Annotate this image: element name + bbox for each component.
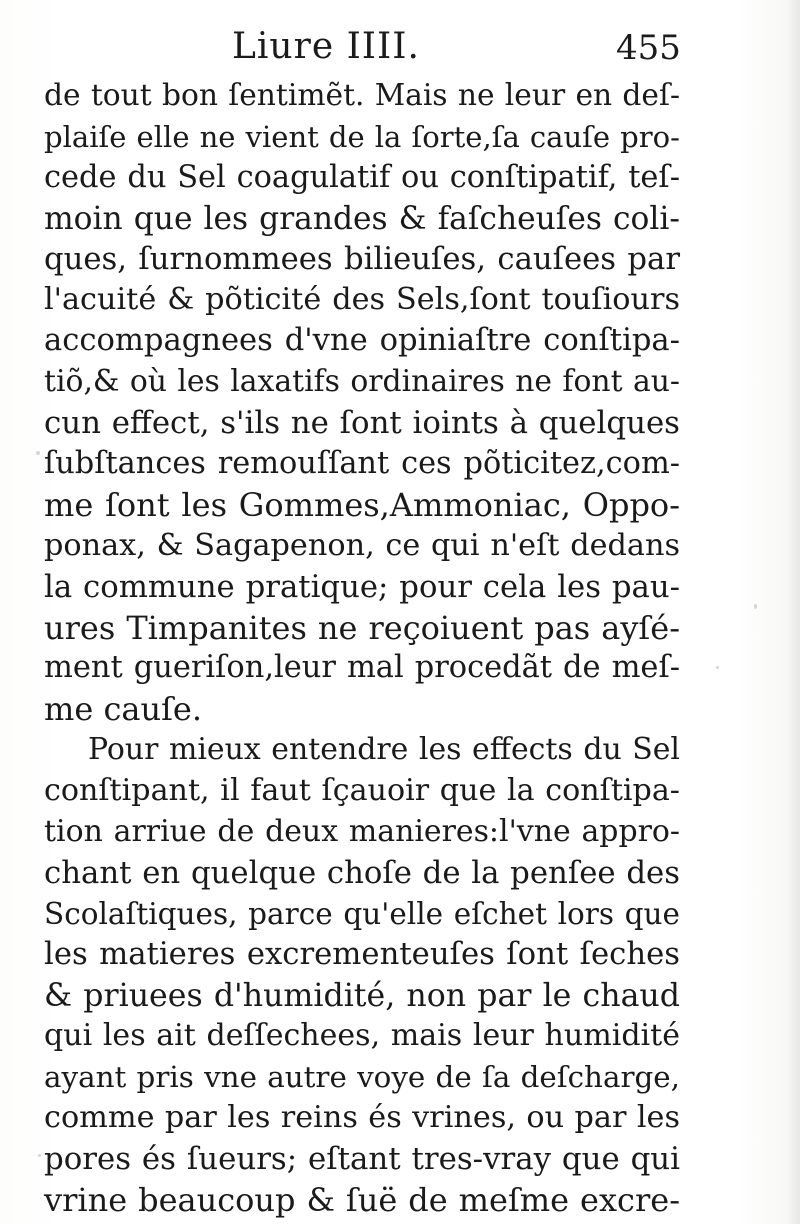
paragraph-first-line: Pour mieux entendre les effects du Sel <box>88 732 680 768</box>
text-line: plaiſe elle ne vient de la ſorte,ſa cauſe pro- <box>44 119 680 154</box>
page-number: 455 <box>616 28 681 68</box>
text-line: l'acuité & põticité des Sels,ſont touſiours <box>44 282 680 318</box>
paper-speck <box>716 666 719 669</box>
text-line: conſtipant, il faut ſçauoir que la conſtipa- <box>44 773 680 809</box>
text-line: me ſont les Gommes,Ammoniac, Oppo- <box>44 485 680 524</box>
body-text <box>44 76 680 1221</box>
paper-speck <box>754 604 757 609</box>
book-title: Liure IIII. <box>232 26 420 67</box>
page-edge-shadow <box>786 0 800 1224</box>
text-line: tiõ,& où les laxatifs ordinaires ne font au- <box>44 364 680 400</box>
text-line: ponax, & Sagapenon, ce qui n'eſt dedans <box>44 527 680 563</box>
text-line: de tout bon ſentimẽt. Mais ne leur en deſ- <box>44 78 680 113</box>
text-line: ques, ſurnommees bilieuſes, cauſees par <box>44 241 680 277</box>
text-line: tion arriue de deux manieres:l'vne appro- <box>44 814 680 850</box>
text-line: qui les ait deſſechees, mais leur humidité <box>44 1018 680 1054</box>
text-line: la commune pratique; pour cela les pau- <box>44 568 680 605</box>
text-line: me cauſe. <box>44 690 203 729</box>
paper-speck <box>38 1154 41 1157</box>
text-line: moin que les grandes & faſcheuſes coli- <box>44 200 680 237</box>
running-head <box>0 26 800 74</box>
paper-speck <box>36 451 40 455</box>
text-line: vrine beaucoup & ſuë de meſme excre- <box>44 1181 680 1220</box>
text-line: ayant pris vne autre voye de ſa deſcharge, <box>44 1060 680 1095</box>
text-line: les matieres excrementeuſes ſont ſeches <box>44 936 680 972</box>
text-line: ures Timpanites ne reçoiuent pas ayſé- <box>44 608 680 647</box>
text-line: ſubſtances remouſſant ces põticitez,com- <box>44 446 680 482</box>
text-line: chant en quelque choſe de la penſee des <box>44 854 680 891</box>
text-line: pores és ſueurs; eſtant tres-vray que qui <box>44 1141 680 1178</box>
text-line: cun effect, s'ils ne ſont ioints à quelques <box>44 405 680 442</box>
text-line: accompagnees d'vne opiniaſtre conſtipa- <box>44 323 680 359</box>
text-line: cede du Sel coagulatif ou conſtipatif, teſ- <box>44 159 680 195</box>
text-line: comme par les reins és vrines, ou par les <box>44 1100 680 1136</box>
text-line: ment gueriſon,leur mal procedãt de meſ- <box>44 650 680 686</box>
text-line: Scolaſtiques, parce qu'elle eſchet lors que <box>44 896 680 931</box>
text-line: & priuees d'humidité, non par le chaud <box>44 977 680 1014</box>
